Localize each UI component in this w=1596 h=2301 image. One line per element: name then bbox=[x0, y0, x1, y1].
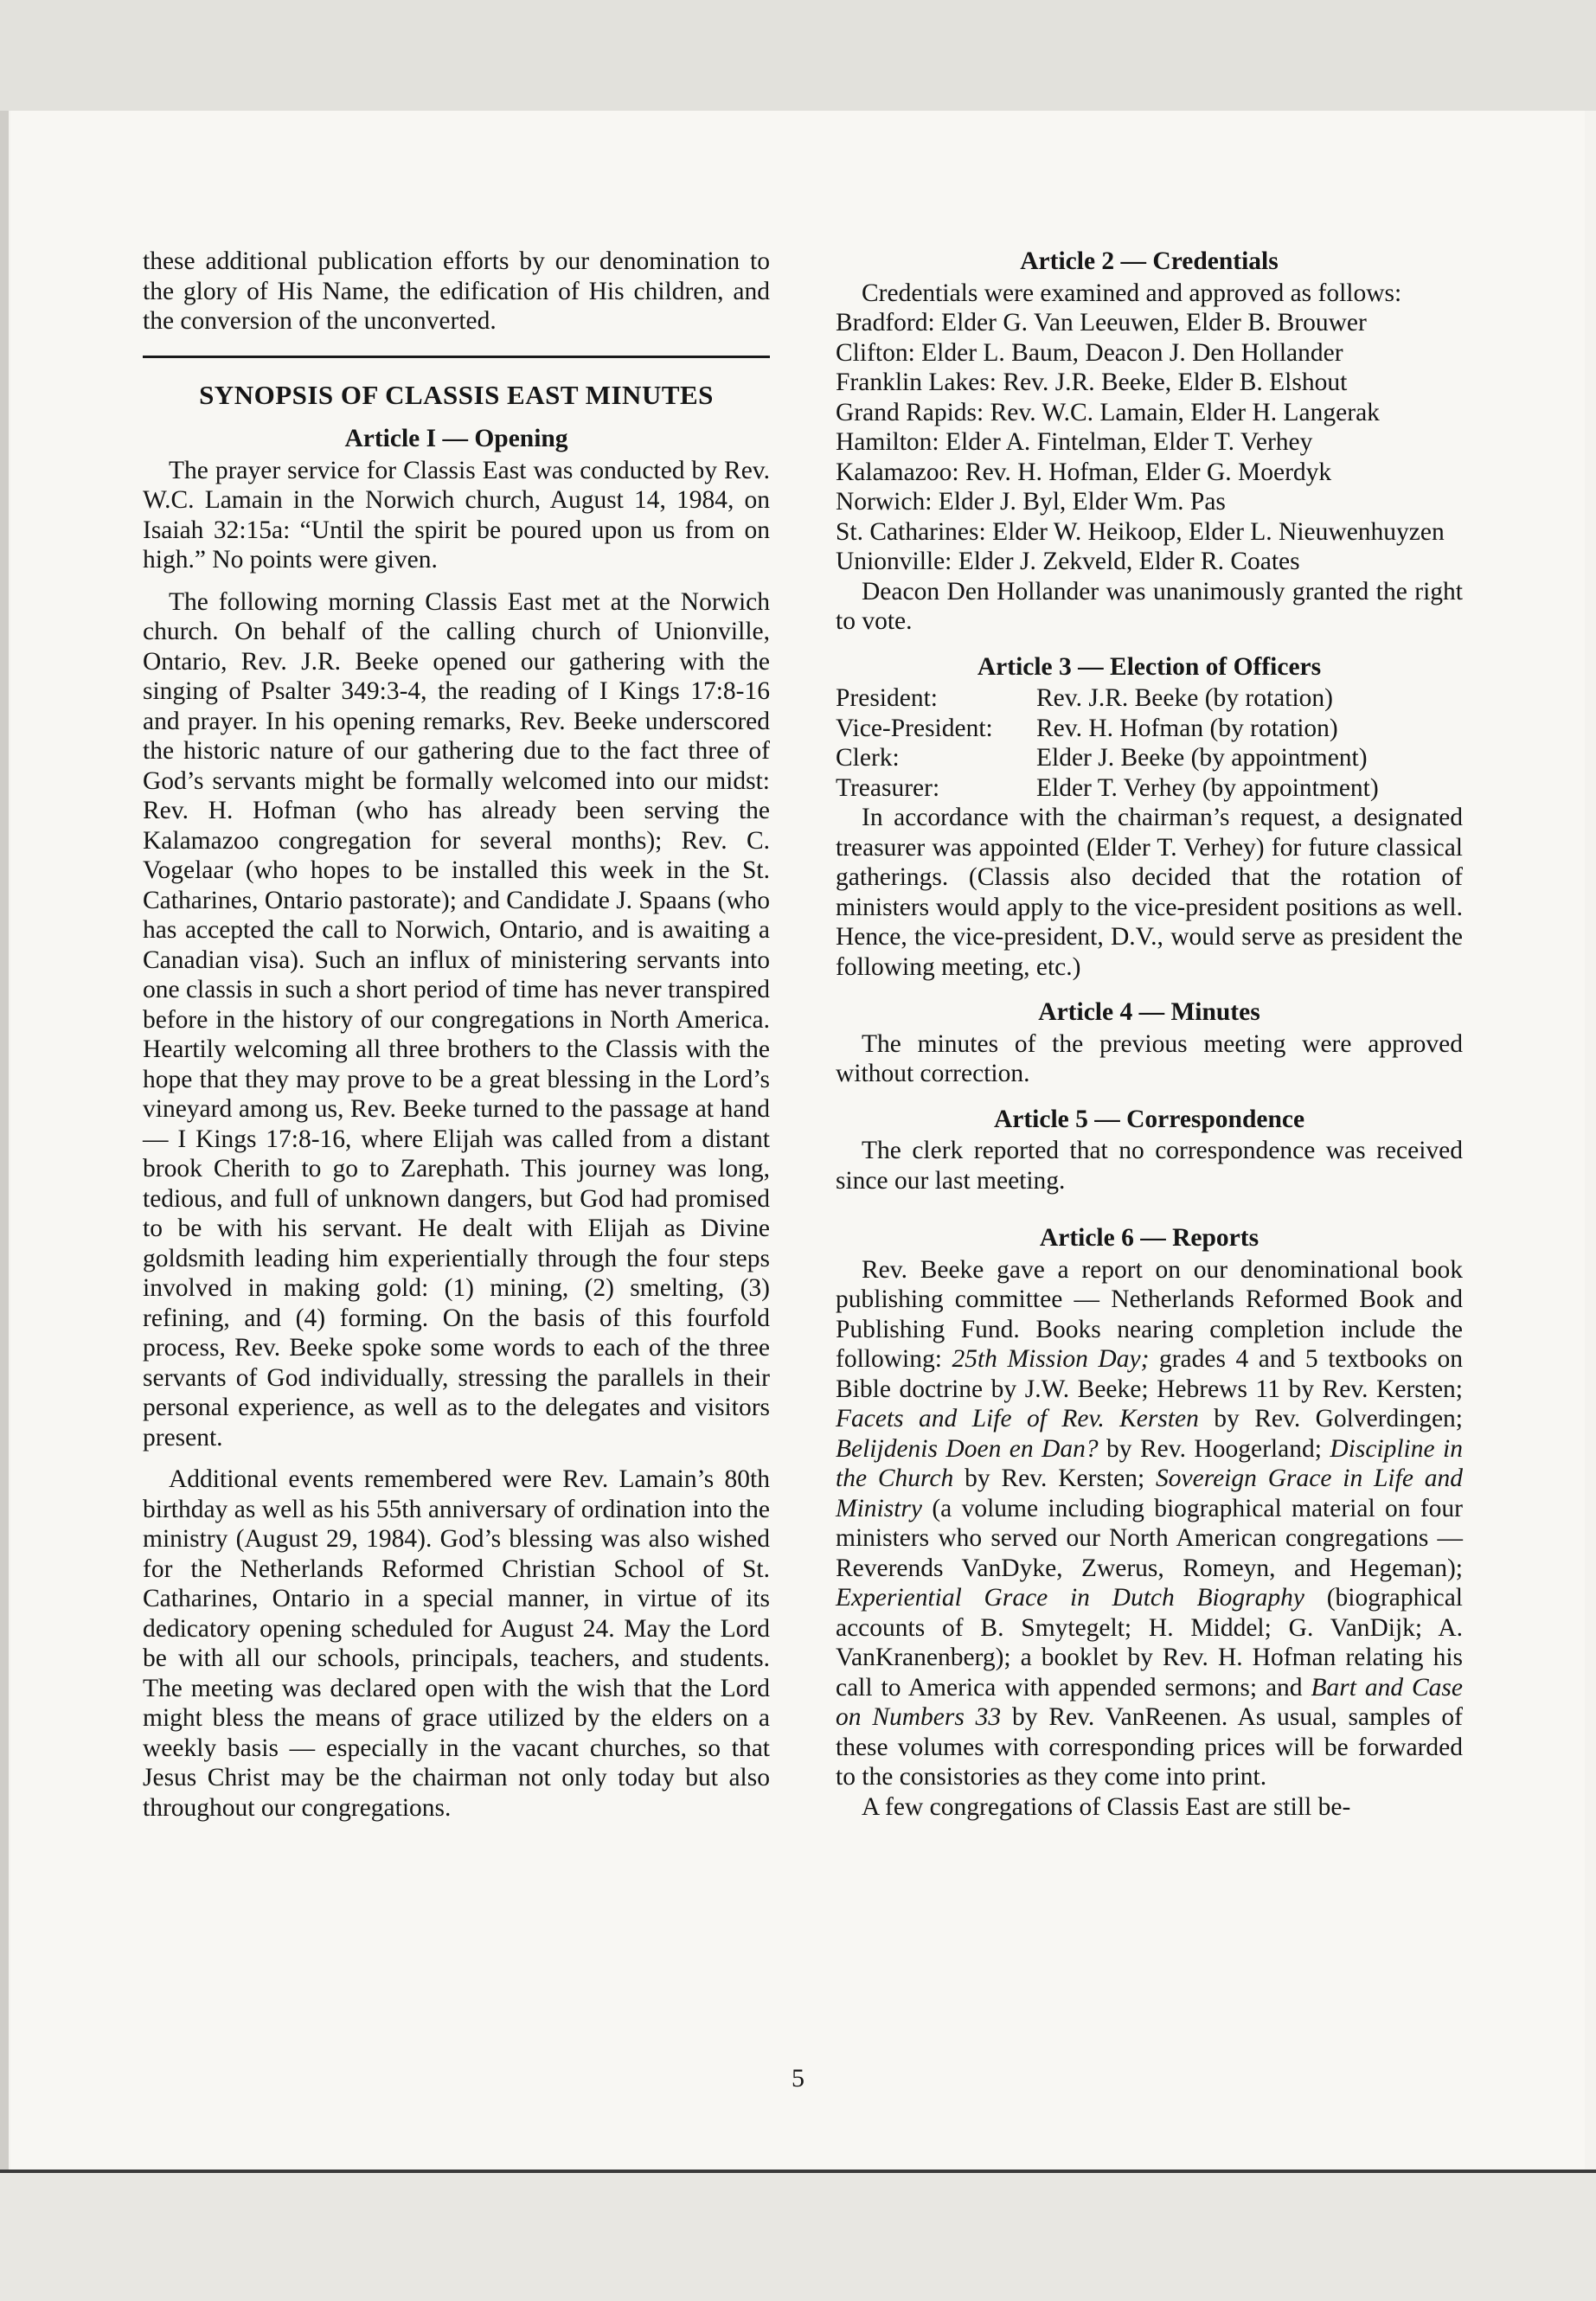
credential-line: Bradford: Elder G. Van Leeuwen, Elder B. Brouwer bbox=[836, 309, 1367, 336]
article-1-paragraph-3: Additional events remembered were Rev. Lamain’s 80th birthday as well as his 55th anniversary of ordination into the ministry (August 29, 1984). God’s blessing was also wished for the Netherlands Reformed Christian School of St. Catharines, Ontario in a special manner, in virtue of its dedicatory opening scheduled for August 24. May the Lord be with all our schools, principals, teachers, and students. The meeting was declared open with the wish that the Lord might bless the means of grace utilized by the elders on a weekly basis — especially in the vacant churches, so that Jesus Christ may be the chairman not only today but also throughout our congregations. bbox=[143, 1465, 770, 1822]
credentials-list bbox=[836, 308, 1463, 577]
article-5-paragraph: The clerk reported that no correspondence was received since our last meeting. bbox=[836, 1137, 1463, 1195]
article-2-heading: Article 2 — Credentials bbox=[1020, 247, 1279, 275]
credential-line: Unionville: Elder J. Zekveld, Elder R. Coates bbox=[836, 548, 1300, 575]
article-1-paragraph-1: The prayer service for Classis East was conducted by Rev. W.C. Lamain in the Norwich church, August 14, 1984, on Isaiah 32:15a: “Until the spirit be poured upon us from on high.” No points were given. bbox=[143, 456, 770, 574]
report-text: by Rev. Hoogerland; bbox=[1098, 1434, 1330, 1463]
credential-line: Franklin Lakes: Rev. J.R. Beeke, Elder B. Elshout bbox=[836, 369, 1348, 396]
article-6-heading: Article 6 — Reports bbox=[1039, 1224, 1259, 1252]
report-text: by Rev. Golverdingen; bbox=[1198, 1405, 1463, 1433]
book-title: Discipline in the Church bbox=[836, 1434, 1463, 1492]
book-title: Facets and Life of Rev. Kersten bbox=[836, 1405, 1199, 1433]
credential-line: Norwich: Elder J. Byl, Elder Wm. Pas bbox=[836, 488, 1226, 516]
officer-role: Vice-President: bbox=[836, 714, 993, 742]
officer-role: Clerk: bbox=[836, 744, 900, 772]
section-divider bbox=[143, 356, 770, 358]
paragraph-gap bbox=[143, 575, 770, 587]
officer-role: Treasurer: bbox=[836, 773, 940, 802]
report-text: (biographical accounts of B. Smytegelt; H. Middel; G. VanDijk; A. VanKranenberg); a booklet by Rev. H. Hofman relating his call to America with appended sermons; and bbox=[836, 1584, 1463, 1702]
scan-top-border bbox=[0, 0, 1596, 111]
article-4-paragraph: The minutes of the previous meeting were approved without correction. bbox=[836, 1029, 1463, 1087]
officer-row bbox=[836, 683, 1463, 714]
article-1-paragraph-2: The following morning Classis East met at the Norwich church. On behalf of the calling church of Unionville, Ontario, Rev. J.R. Beeke opened our gathering with the singing of Psalter 349:3-4, the reading of I Kings 17:8-16 and prayer. In his opening remarks, Rev. Beeke underscored the historic nature of our gathering due to the fact three of God’s servants might be formally welcomed into our midst: Rev. H. Hofman (who has already been serving the Kalamazoo congregation for several months); Rev. C. Vogelaar (who hopes to be installed this week in the St. Catharines, Ontario pastorate); and Candidate J. Spaans (who has accepted the call to Norwich, Ontario, and is awaiting a Canadian visa). Such an influx of ministering servants into one classis in such a short period of time has never transpired before in the history of our congregations in North America. Heartily welcoming all three brothers to the Classis with the hope that they may prove to be a great blessing in the Lord’s vineyard among us, Rev. Beeke turned to the passage at hand — I Kings 17:8-16, where Elijah was called from a distant brook Cherith to go to Zarephath. This journey was long, tedious, and full of unknown dangers, but God had promised to be with his servant. He dealt with Elijah as Divine goldsmith leading him experientially through the four steps involved in making gold: (1) mining, (2) smelting, (3) refining, and (4) forming. On the basis of this fourfold process, Rev. Beeke spoke some words to each of the three servants of God individually, stressing the parallels in their personal experience, as well as to the delegates and visitors present. bbox=[143, 587, 771, 1452]
officer-row bbox=[836, 743, 1463, 773]
credential-line: Kalamazoo: Rev. H. Hofman, Elder G. Moerdyk bbox=[836, 458, 1332, 486]
officer-name: Rev. H. Hofman (by rotation) bbox=[1036, 714, 1338, 742]
credential-line: Clifton: Elder L. Baum, Deacon J. Den Hollander bbox=[836, 338, 1343, 367]
officer-name: Rev. J.R. Beeke (by rotation) bbox=[1036, 684, 1333, 712]
book-title: Experiential Grace in Dutch Biography bbox=[836, 1584, 1304, 1612]
page-number: 5 bbox=[792, 2064, 804, 2093]
officer-name: Elder J. Beeke (by appointment) bbox=[1036, 744, 1368, 772]
article-3-heading: Article 3 — Election of Officers bbox=[977, 652, 1322, 681]
article-2-intro: Credentials were examined and approved as follows: bbox=[862, 279, 1402, 307]
credential-line: Grand Rapids: Rev. W.C. Lamain, Elder H. Langerak bbox=[836, 398, 1380, 426]
article-4-heading: Article 4 — Minutes bbox=[1038, 998, 1260, 1026]
scan-bottom-border bbox=[0, 2173, 1596, 2301]
article-1-heading: Article I — Opening bbox=[344, 425, 568, 452]
officer-name: Elder T. Verhey (by appointment) bbox=[1036, 773, 1379, 802]
report-text: (a volume including biographical material on four ministers who served our North American congregations — Reverends VanDyke, Zwerus, Romeyn, and Hegeman); bbox=[836, 1494, 1463, 1582]
section-gap bbox=[836, 637, 1463, 649]
officer-row bbox=[836, 773, 1463, 804]
book-title: Sovereign Grace in Life and Ministry bbox=[836, 1465, 1463, 1522]
article-6-paragraph bbox=[836, 1255, 1463, 1792]
section-gap bbox=[836, 1195, 1463, 1208]
section-gap bbox=[836, 982, 1463, 994]
article-5-heading: Article 5 — Correspondence bbox=[993, 1105, 1305, 1133]
report-text: by Rev. VanReenen. As usual, samples of these volumes with corresponding prices will be forwarded to the consistories as they come into print. bbox=[836, 1703, 1463, 1791]
synopsis-title: SYNOPSIS OF CLASSIS EAST MINUTES bbox=[199, 379, 714, 410]
section-gap bbox=[836, 1089, 1463, 1101]
book-title: Bart and Case on Numbers 33 bbox=[836, 1673, 1463, 1731]
article-3-paragraph: In accordance with the chairman’s request, a designated treasurer was appointed (Elder T. Verhey) for future classical gatherings. (Classis also decided that the rotation of ministers would apply to the vice-president positions as well. Hence, the vice-president, D.V., would serve as president the following meeting, etc.) bbox=[836, 804, 1463, 981]
article-2-note: Deacon Den Hollander was unanimously granted the right to vote. bbox=[836, 577, 1463, 635]
book-title: 25th Mission Day; bbox=[952, 1345, 1150, 1373]
officer-row bbox=[836, 714, 1463, 744]
officer-role: President: bbox=[836, 684, 938, 712]
book-title: Belijdenis Doen en Dan? bbox=[836, 1434, 1099, 1463]
left-column bbox=[143, 247, 770, 1823]
report-text: grades 4 and 5 textbooks on Bible doctrine by J.W. Beeke; Hebrews 11 by Rev. Kersten; bbox=[836, 1345, 1463, 1403]
paragraph-gap bbox=[143, 1452, 770, 1465]
credential-line: St. Catharines: Elder W. Heikoop, Elder L. Nieuwenhuyzen bbox=[836, 517, 1445, 546]
credential-line: Hamilton: Elder A. Fintelman, Elder T. Verhey bbox=[836, 428, 1313, 456]
report-text: Rev. Beeke gave a report on our denominational book publishing committee — Netherlands Reformed Book and Publishing Fund. Books nearing completion include the following: bbox=[836, 1255, 1463, 1373]
article-6-closing: A few congregations of Classis East are still be- bbox=[862, 1792, 1351, 1821]
scan-left-edge bbox=[0, 111, 9, 2170]
section-gap bbox=[836, 1208, 1463, 1220]
intro-paragraph: these additional publication efforts by our denomination to the glory of His Name, the edification of His children, and the conversion of the unconverted. bbox=[143, 247, 770, 335]
report-text: by Rev. Kersten; bbox=[953, 1465, 1157, 1492]
officers-table bbox=[836, 683, 1463, 803]
right-column bbox=[836, 247, 1463, 1822]
